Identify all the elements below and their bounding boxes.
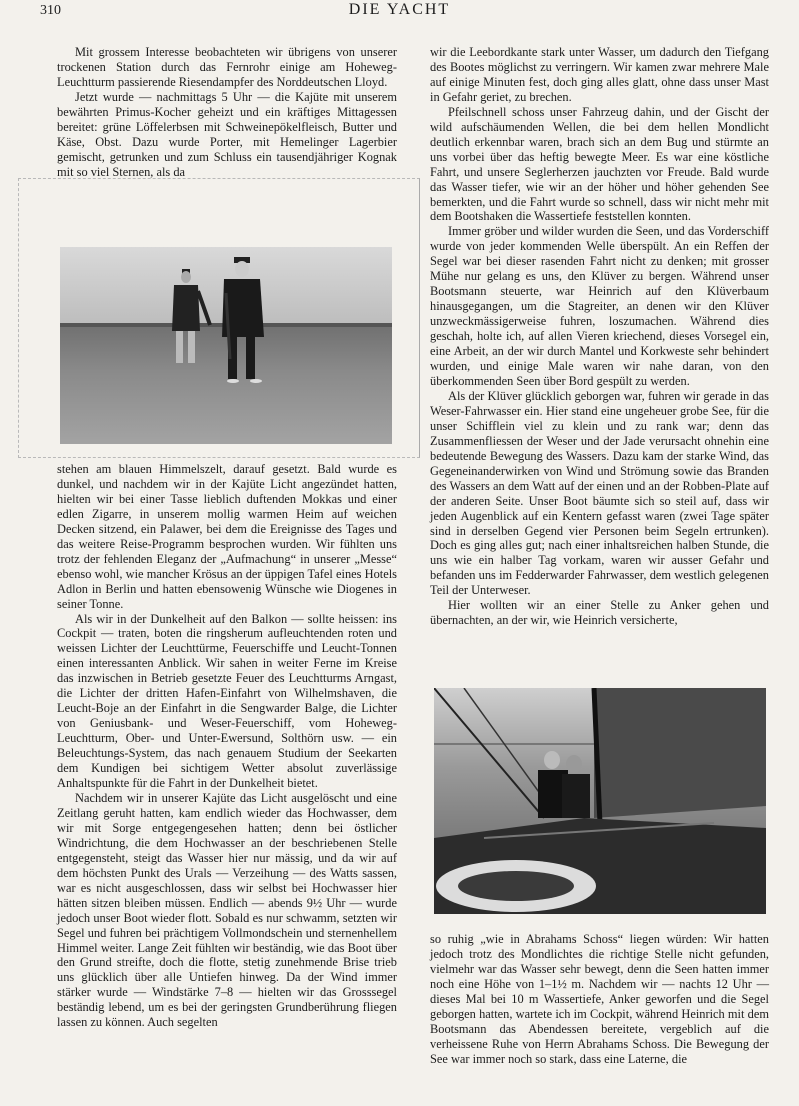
left-column-top <box>57 45 397 180</box>
page-number: 310 <box>40 3 61 18</box>
paragraph: stehen am blauen Himmelszelt, darauf gesetzt. Bald wurde es dunkel, und nachdem wir in der Kajüte Licht angezündet hatten, hielten wir bei einer Tasse lieblich duftenden Mokkas und einer edlen Zigarre, in unserem mollig warmen Heim auf weichen Decken sitzend, ein Palawer, bei dem die Ereignisse des Tages und das weitere Reise-Programm besprochen wurden. Wir fühlten uns trotz der fehlenden Eleganz der „Aufmachung“ in unserer „Messe“ ebenso wohl, wie mancher Krösus an der üppigen Tafel eines Hotels Adlon in Berlin und hatten ebensowenig Wünsche wie Diogenes in seiner Tonne. <box>57 462 397 611</box>
left-column-bottom <box>57 462 397 1030</box>
paragraph: Als der Klüver glücklich geborgen war, fuhren wir gerade in das Weser-Fahrwasser ein. Hier stand eine ungeheuer grobe See, für die unser Schifflein viel zu klein und zu rank war; denn das Zusammenfliessen der Weser und der Jade verursacht ohnehin eine bedeutende Bewegung des Wassers. Dazu kam der starke Wind, das Gegeneinanderwirken von Wind und Strömung sowie das Branden des Wassers an dem Watt auf der einen und an der Robben-Plate auf der anderen Seite. Unser Boot bäumte sich so steil auf, dass wir jeden Augenblick auf ein Kentern gefasst waren (zwei Tage später sind in derselben Gegend vier Personen beim Segeln ertrunken). Doch es ging alles gut; nach einer inhaltsreichen halben Stunde, die uns wie ein halber Tag vorkam, waren wir ausser Gefahr und befanden uns im Fedderwarder Fahrwasser, dem westlich gelegenen Teil der Unterweser. <box>430 388 769 598</box>
right-column-bottom <box>430 932 769 1067</box>
running-title: DIE YACHT <box>348 1 451 18</box>
right-column-top <box>430 45 769 628</box>
paragraph: Immer gröber und wilder wurden die Seen, und das Vorderschiff wurde von jeder kommenden Welle überspült. An ein Reffen der Segel war bei dieser rasenden Fahrt nicht zu denken; mit grosser Mühe nur gelang es uns, den Klüver zu bergen. Während unser Bootsmann steuerte, war Heinrich auf den Klüverbaum hinausgegangen, um die Stagreiter, an denen wir den Klüver unzweckmässigerweise fuhren, loszumachen. Während dies geschah, holte ich, auf allen Vieren kriechend, dieses Vorsegel ein, eine Arbeit, an der wir durch Mantel und Korkweste sehr behindert wurden, und einige Male waren wir nahe daran, von den überkommenden Seen über Bord gespült zu werden. <box>430 224 769 388</box>
mudflat-photo-graphic <box>60 247 392 444</box>
photo-sailboat-deck <box>434 688 766 914</box>
photo-men-on-mudflat <box>60 247 392 444</box>
paragraph: Mit grossem Interesse beobachteten wir übrigens von unserer trockenen Station durch das Fernrohr einige am Hoheweg-Leuchtturm passierende Riesendampfer des Norddeutschen Lloyd. <box>57 45 397 89</box>
paragraph: Als wir in der Dunkelheit auf den Balkon — sollte heissen: ins Cockpit — traten, boten die ringsherum aufleuchtenden roten und weissen Lichter der Leuchttürme, Feuerschiffe und Leucht-Tonnen einen interessanten Anblick. Wir sahen in weiter Ferne im Kreise das inzwischen in Betrieb gesetzte Feuer des Leuchtturms Arngast, die Lichter der dritten Hafen-Einfahrt von Wilhelmshaven, die Leucht-Boje an der Einfahrt in die Sengwarder Balge, die Lichter von Geniusbank- und Weser-Feuerschiff, vom Hoheweg-Leuchtturm, Ober- und Unter-Ewersund, Solthörn usw. — ein Beleuchtungs-System, das nach genauem Studium der Seekarten dem Kundigen bei sichtigem Wetter absolut zuverlässige Anhaltspunkte für die Fahrt in der Dunkelheit bietet. <box>57 611 397 791</box>
running-header <box>0 0 799 22</box>
paragraph: Jetzt wurde — nachmittags 5 Uhr — die Kajüte mit unserem bewährten Primus-Kocher geheizt und ein kräftiges Mittagessen bereitet: grüne Löffelerbsen mit Schweinepökelfleisch, Butter und Käse, Obst. Dazu wurde Porter, mit Hemelinger Lagerbier gemischt, getrunken und zum Schluss ein tausendjähriger Kognak mit so viel Sternen, als da <box>57 89 397 179</box>
paragraph: Nachdem wir in unserer Kajüte das Licht ausgelöscht und eine Zeitlang geruht hatten, kam endlich wieder das Hochwasser, dem wir mit Sorge entgegengesehen hatten; denn bei östlicher Windrichtung, die dem Hochwasser an der beschriebenen Stelle entgegensteht, steigt das Wasser hier nur mässig, und da wir auf dem höchsten Punkt des Urals — Verzeihung — des Watts sassen, war es nicht ausgeschlossen, dass wir selbst bei Hochwasser hier hätten sitzen bleiben müssen. Endlich — abends 9½ Uhr — wurde jedoch unser Boot wieder flott. Sobald es nur schwamm, setzten wir Segel und fuhren bei prächtigem Vollmondschein und sternenhellem Himmel weiter. Lange Zeit fühlten wir beständig, wie das Boot über den Grund streifte, doch die flotte, stetig zunehmende Brise trieb uns glücklich über alle Untiefen hinweg. Da der Wind immer stärker wurde — Windstärke 7–8 — hielten wir das Grosssegel beständig lebend, um es bei der geringsten Grundberührung fliegen lassen zu können. Auch segelten <box>57 790 397 1030</box>
paragraph: Hier wollten wir an einer Stelle zu Anker gehen und übernachten, an der wir, wie Heinrich versicherte, <box>430 598 769 628</box>
sailboat-photo-graphic <box>434 688 766 914</box>
paragraph: so ruhig „wie in Abrahams Schoss“ liegen würden: Wir hatten jedoch trotz des Mondlichtes die richtige Stelle nicht gefunden, vielmehr war das Wasser sehr bewegt, denn die Seen hatten immer noch eine Höhe von 1–1½ m. Nachdem wir — nachts 12 Uhr — dieses Mal bei 10 m Wassertiefe, Anker geworfen und die Segel geborgen hatten, wartete ich im Cockpit, während Heinrich mit dem Bootsmann das Abendessen bereitete, vergeblich auf die verheissene Ruhe von Herrn Abrahams Schoss. Die Bewegung der See war immer noch so stark, dass eine Laterne, die <box>430 932 769 1066</box>
paragraph: Pfeilschnell schoss unser Fahrzeug dahin, und der Gischt der wild aufschäumenden Wellen, die bei dem hellen Mondlicht deutlich erkennbar waren, brach sich an dem Bug und stürmte an uns vorbei über das heftig bewegte Meer. Es war eine köstliche Fahrt, und unsere Seglerherzen jauchzten vor Freude. Bald wurde das Wasser tiefer, wie wir an der höher und höher gehenden See bemerkten, und die Fahrt wurde so schnell, dass wir nicht mehr mit dem Bootshaken die Wassertiefe feststellen konnten. <box>430 104 769 224</box>
paragraph: wir die Leebordkante stark unter Wasser, um dadurch den Tiefgang des Bootes möglichst zu verringern. Wir kamen zwar mehrere Male auf einige Minuten fest, doch ging alles glatt, ohne dass unser Mast in Gefahr geriet, zu brechen. <box>430 45 769 104</box>
